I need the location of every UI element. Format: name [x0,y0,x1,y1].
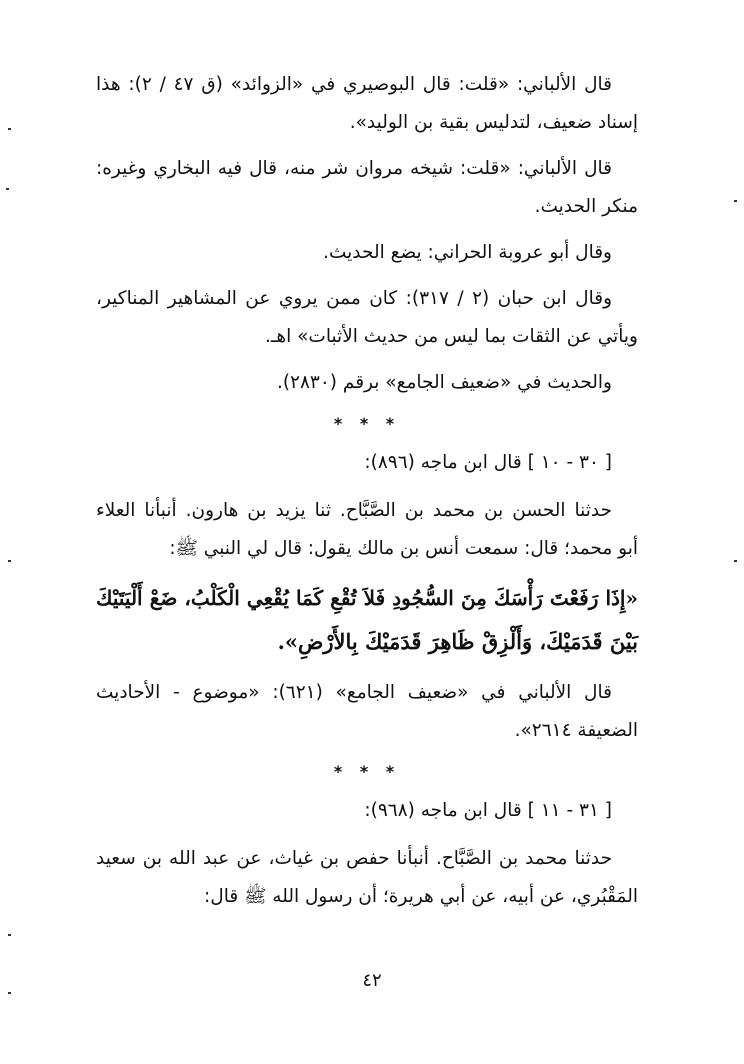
scan-speck [8,934,11,936]
albani-comment-paragraph [96,150,638,226]
scan-speck [8,992,11,994]
hadith-text-30 [96,576,638,664]
hadith-line: «إِذَا رَفَعْتَ رَأْسَكَ مِنَ السُّجُودِ فَلاَ تُقْعِ كَمَا يُقْعِي الْكَلْبُ، ضَعْ أَلْيَتَيْكَ [96,586,638,610]
daif-jami-reference [96,364,638,402]
text-line: قال الألباني في «ضعيف الجامع» (٦٢١): «موضوع - الأحاديث [96,682,612,703]
scan-speck [8,560,11,562]
text-line: قال الألباني: «قلت: قال البوصيري في «الزوائد» (ق ٤٧ / ٢): هذا [96,74,613,95]
text-line: وقال أبو عروبة الحراني: يضع الحديث. [323,242,612,263]
text-line: منكر الحديث. [534,196,638,217]
scan-speck [734,200,737,202]
isnad-paragraph-31 [96,840,638,916]
albani-grading-30 [96,674,638,750]
text-line: قال الألباني: «قلت: شيخه مروان شر منه، قال فيه البخاري وغيره: [96,158,612,179]
section-heading-31: [ ٣١ - ١١ ] قال ابن ماجه (٩٦٨): [364,800,612,821]
scan-speck [734,560,737,562]
section-heading-30: [ ٣٠ - ١٠ ] قال ابن ماجه (٨٩٦): [364,452,612,473]
abu-aruba-paragraph [96,234,638,272]
scan-speck [6,188,9,190]
hadith-line: بَيْنَ قَدَمَيْكَ، وَأَلْزِقْ ظَاهِرَ قَدَمَيْكَ بِالأَرْضِ». [277,629,638,654]
text-line: أبو محمد؛ قال: سمعت أنس بن مالك يقول: قال لي النبي ﷺ: [169,538,638,559]
text-line: حدثنا الحسن بن محمد بن الصَّبَّاح. ثنا يزيد بن هارون. أنبأنا العلاء [96,500,612,521]
albani-quote-paragraph [96,66,638,142]
text-line: ويأتي عن الثقات بما ليس من حديث الأثبات» اهـ. [265,326,638,347]
page-number: ٤٢ [362,970,382,991]
page-body [96,66,638,924]
section-separator: * * * [333,762,401,781]
text-line: إسناد ضعيف، لتدليس بقية بن الوليد». [349,112,638,133]
text-line: الضعيفة ٢٦١٤». [514,720,638,741]
text-line: حدثنا محمد بن الصَّبَّاح. أنبأنا حفص بن غياث، عن عبد الله بن سعيد [96,848,612,869]
ibn-hibban-paragraph [96,280,638,356]
text-line: وقال ابن حبان (٢ / ٣١٧): كان ممن يروي عن المشاهير المناكير، [96,288,613,309]
text-line: المَقْبُري، عن أبيه، عن أبي هريرة؛ أن رسول الله ﷺ قال: [204,886,638,907]
text-line: والحديث في «ضعيف الجامع» برقم (٢٨٣٠). [276,372,612,393]
scan-speck [8,128,11,130]
isnad-paragraph-30 [96,492,638,568]
section-separator: * * * [333,414,401,433]
